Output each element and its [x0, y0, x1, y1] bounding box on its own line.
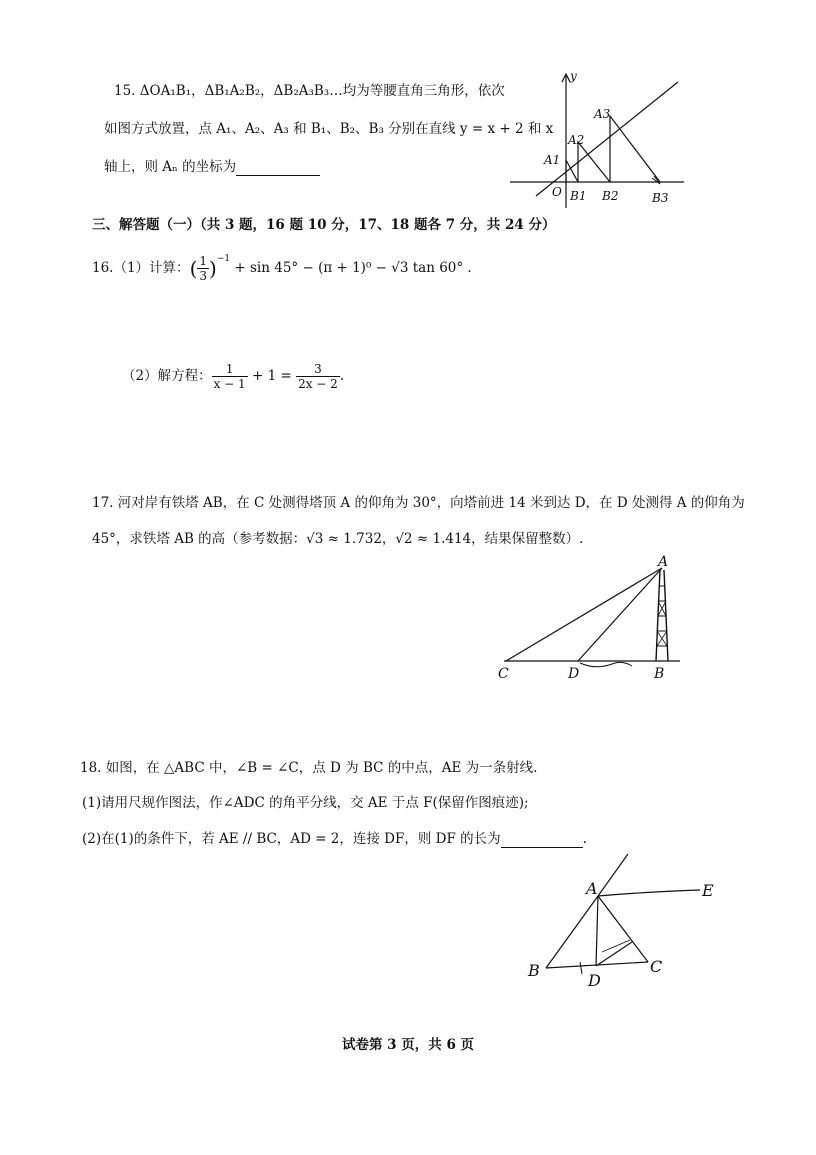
q16-part2-prefix: （2）解方程： — [122, 368, 212, 384]
q15-line2: 如图方式放置，点 A₁、A₂、A₃ 和 B₁、B₂、B₃ 分别在直线 y = x + 2 和 x — [104, 121, 554, 137]
q18-figure — [524, 852, 724, 992]
q18-side-ab — [546, 896, 598, 968]
q15-triangle-3 — [610, 116, 660, 182]
q15-figure — [500, 66, 700, 212]
q18-answer-blank[interactable] — [501, 833, 583, 848]
q15-answer-blank[interactable] — [236, 161, 320, 176]
q17-label-d: D — [568, 666, 580, 682]
q18-label-a: A — [586, 879, 598, 898]
q16-eq-fraction-1 — [212, 362, 248, 391]
page-footer: 试卷第 3 页，共 6 页 — [341, 1037, 475, 1053]
q15-label-b2: B2 — [602, 189, 619, 203]
q18-line3-text: (2)在(1)的条件下，若 AE // BC，AD = 2，连接 DF，则 DF 的长为 — [82, 831, 501, 847]
q18-label-c: C — [650, 957, 663, 976]
q18-line3-end: . — [582, 831, 587, 847]
q17-label-b: B — [654, 666, 665, 682]
q18-extension-ba — [598, 854, 628, 896]
q15-line3-text: 轴上，则 Aₙ 的坐标为 — [104, 159, 237, 175]
q16-part1-prefix: 16.（1）计算： — [92, 260, 190, 276]
q16-eq-fraction-2 — [296, 362, 340, 391]
q15-label-a2: A2 — [568, 133, 585, 147]
q18-side-ac — [598, 896, 648, 962]
q16-paren-close: ) — [209, 256, 217, 281]
q17-line-ca — [506, 568, 662, 661]
q18-label-e: E — [702, 881, 714, 900]
q16-part1-rest: + sin 45° − (π + 1)⁰ − √3 tan 60° . — [234, 260, 472, 276]
q18-ray-ae — [598, 890, 700, 896]
q15-label-o: O — [552, 185, 562, 199]
q15-label-a3: A3 — [594, 107, 611, 121]
q15-label-b1: B1 — [570, 189, 587, 203]
q17-line1: 17. 河对岸有铁塔 AB，在 C 处测得塔顶 A 的仰角为 30°，向塔前进 14 米到达 D，在 D 处测得 A 的仰角为 — [92, 495, 745, 511]
q18-line3 — [82, 830, 587, 848]
q15-line1: 15. ΔOA₁B₁，ΔB₁A₂B₂，ΔB₂A₃B₃…均为等腰直角三角形，依次 — [114, 83, 505, 99]
q16-eq-fraction-1-num: 1 — [212, 362, 248, 377]
q17-river-mark — [580, 662, 632, 666]
q16-fraction — [197, 254, 209, 283]
q16-eq-fraction-1-den: x − 1 — [213, 377, 246, 391]
q18-tick-mark — [580, 962, 582, 974]
q18-label-b: B — [528, 961, 540, 980]
q18-line1: 18. 如图，在 △ABC 中，∠B = ∠C，点 D 为 BC 的中点，AE 为一条射线. — [80, 760, 538, 776]
q18-segment-ad — [596, 896, 598, 966]
q16-fraction-num: 1 — [199, 254, 208, 268]
q16-paren-open: ( — [189, 256, 198, 281]
q15-label-b3: B3 — [652, 191, 669, 205]
q18-line2: (1)请用尺规作图法，作∠ADC 的角平分线，交 AE 于点 F(保留作图痕迹); — [82, 795, 529, 811]
q15-line3 — [104, 158, 320, 176]
q17-label-c: C — [498, 666, 509, 682]
q15-label-y: y — [570, 69, 577, 83]
q17-label-a: A — [658, 554, 669, 570]
q16-eq-fraction-2-num: 3 — [296, 362, 340, 377]
q18-label-d: D — [588, 971, 601, 990]
q16-fraction-den: 3 — [199, 269, 208, 283]
q15-label-a1: A1 — [544, 153, 561, 167]
q16-part2-end: . — [339, 368, 345, 384]
q15-triangle-2 — [578, 142, 610, 182]
q17-figure — [496, 556, 696, 686]
q16-part1 — [92, 254, 472, 283]
q16-part2 — [122, 362, 344, 391]
q16-exponent: −1 — [216, 253, 231, 264]
q18-construction-1 — [596, 942, 632, 966]
q16-eq-fraction-2-den: 2x − 2 — [298, 377, 338, 391]
q16-part2-mid: + 1 = — [251, 368, 292, 384]
q17-line-da — [578, 568, 662, 661]
q17-line2: 45°，求铁塔 AB 的高（参考数据：√3 ≈ 1.732，√2 ≈ 1.414，结果保留整数）. — [92, 531, 584, 547]
section3-heading: 三、解答题（一）（共 3 题，16 题 10 分，17、18 题各 7 分，共 24 分） — [92, 217, 556, 233]
